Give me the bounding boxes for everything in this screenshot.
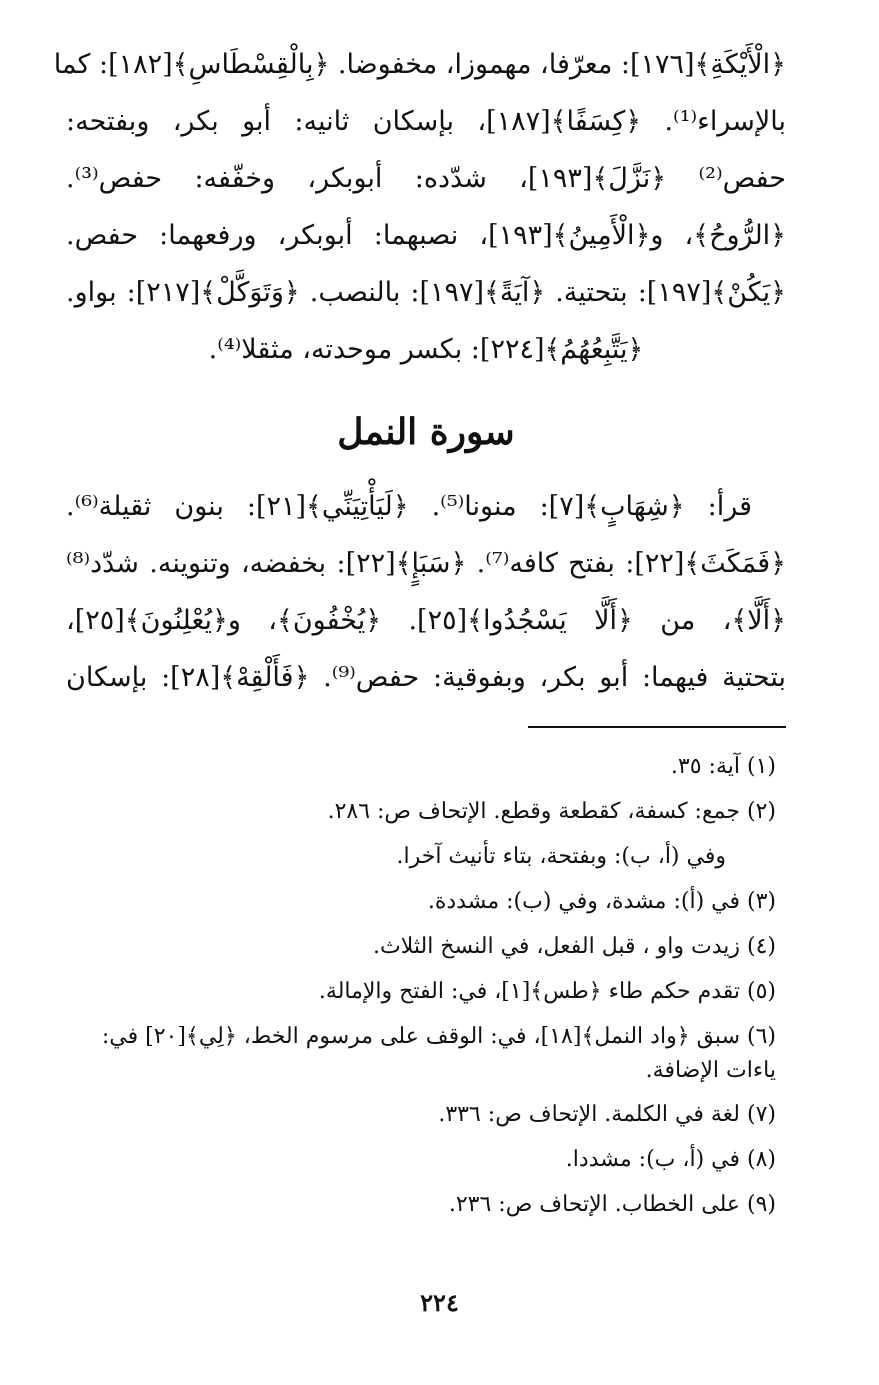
text-line: بالإسراء⁽¹⁾. ﴿كِسَفًا﴾[١٨٧]، بإسكان ثانيه: أبو بكر، وبفتحه:: [66, 106, 787, 137]
text-line: حفص⁽²⁾ ﴿نَزَّلَ﴾[١٩٣]، شدّده: أبوبكر، وخفّفه: حفص⁽³⁾.: [66, 163, 786, 194]
text-line: ﴿فَمَكَثَ﴾[٢٢]: بفتح كافه⁽⁷⁾. ﴿سَبَإٍ﴾[٢٢]: بخفضه، وتنوينه. شدّد⁽⁸⁾: [66, 548, 787, 579]
footnote-item: (٩) على الخطاب. الإتحاف ص: ٢٣٦.: [448, 1192, 776, 1217]
text-line: بتحتية فيهما: أبو بكر، وبفوقية: حفص⁽⁹⁾. ﴿فَأَلْقِهْ﴾[٢٨]: بإسكان: [66, 662, 786, 693]
text-line: ﴿يَتَّبِعُهُمُ﴾[٢٢٤]: بكسر موحدته، مثقلا⁽⁴⁾.: [208, 334, 644, 365]
page-body: [53, 36, 787, 1227]
footnote-continuation: وفي (أ، ب): وبفتحة، بتاء تأنيث آخرا.: [396, 844, 726, 869]
footnote-item: (١) آية: ٣٥.: [670, 754, 776, 779]
footnote-divider: [528, 726, 786, 728]
footnote-item: (٨) في (أ، ب): مشددا.: [565, 1147, 776, 1172]
text-line: ﴿الرُّوحُ﴾، و﴿الْأَمِينُ﴾[١٩٣]، نصبهما: أبوبكر، ورفعهما: حفص.: [66, 220, 786, 251]
text-line: ﴿أَلَّا﴾، من ﴿أَلَّا يَسْجُدُوا﴾[٢٥]. ﴿يُخْفُونَ﴾، و﴿يُعْلِنُونَ﴾[٢٥]،: [66, 605, 786, 636]
text-line: ﴿الْأَيْكَةِ﴾[١٧٦]: معرّفا، مهموزا، مخفوضا. ﴿بِالْقِسْطَاسِ﴾[١٨٢]: كما: [53, 49, 786, 80]
footnote-item: (٧) لغة في الكلمة. الإتحاف ص: ٣٣٦.: [438, 1102, 776, 1127]
main-text-bottom: [66, 478, 786, 706]
footnote-item: (٥) تقدم حكم طاء ﴿طس﴾[١]، في: الفتح والإمالة.: [318, 979, 776, 1004]
footnote-item: (٦) سبق ﴿واد النمل﴾[١٨]، في: الوقف على مرسوم الخط، ﴿لِي﴾[٢٠] في: ياءات الإضافة.: [101, 1024, 776, 1083]
main-text-top: [53, 36, 787, 378]
footnote-item: (٤) زيدت واو ، قبل الفعل، في النسخ الثلاث.: [373, 934, 776, 959]
section-heading: سورة النمل: [337, 411, 515, 453]
text-line: قرأ: ﴿شِهَابٍ﴾[٧]: منونا⁽⁵⁾. ﴿لَيَأْتِيَنِّي﴾[٢١]: بنون ثقيلة⁽⁶⁾.: [66, 491, 753, 522]
page-number: ٢٢٤: [420, 1288, 459, 1317]
text-line: ﴿يَكُنْ﴾[١٩٧]: بتحتية. ﴿آيَةً﴾[١٩٧]: بالنصب. ﴿وَتَوَكَّلْ﴾[٢١٧]: بواو.: [66, 277, 786, 308]
footnote-item: (٢) جمع: كسفة، كقطعة وقطع. الإتحاف ص: ٢٨٦.: [327, 799, 776, 824]
footnote-item: (٣) في (أ): مشدة، وفي (ب): مشددة.: [427, 889, 776, 914]
footnotes: [66, 744, 786, 1227]
